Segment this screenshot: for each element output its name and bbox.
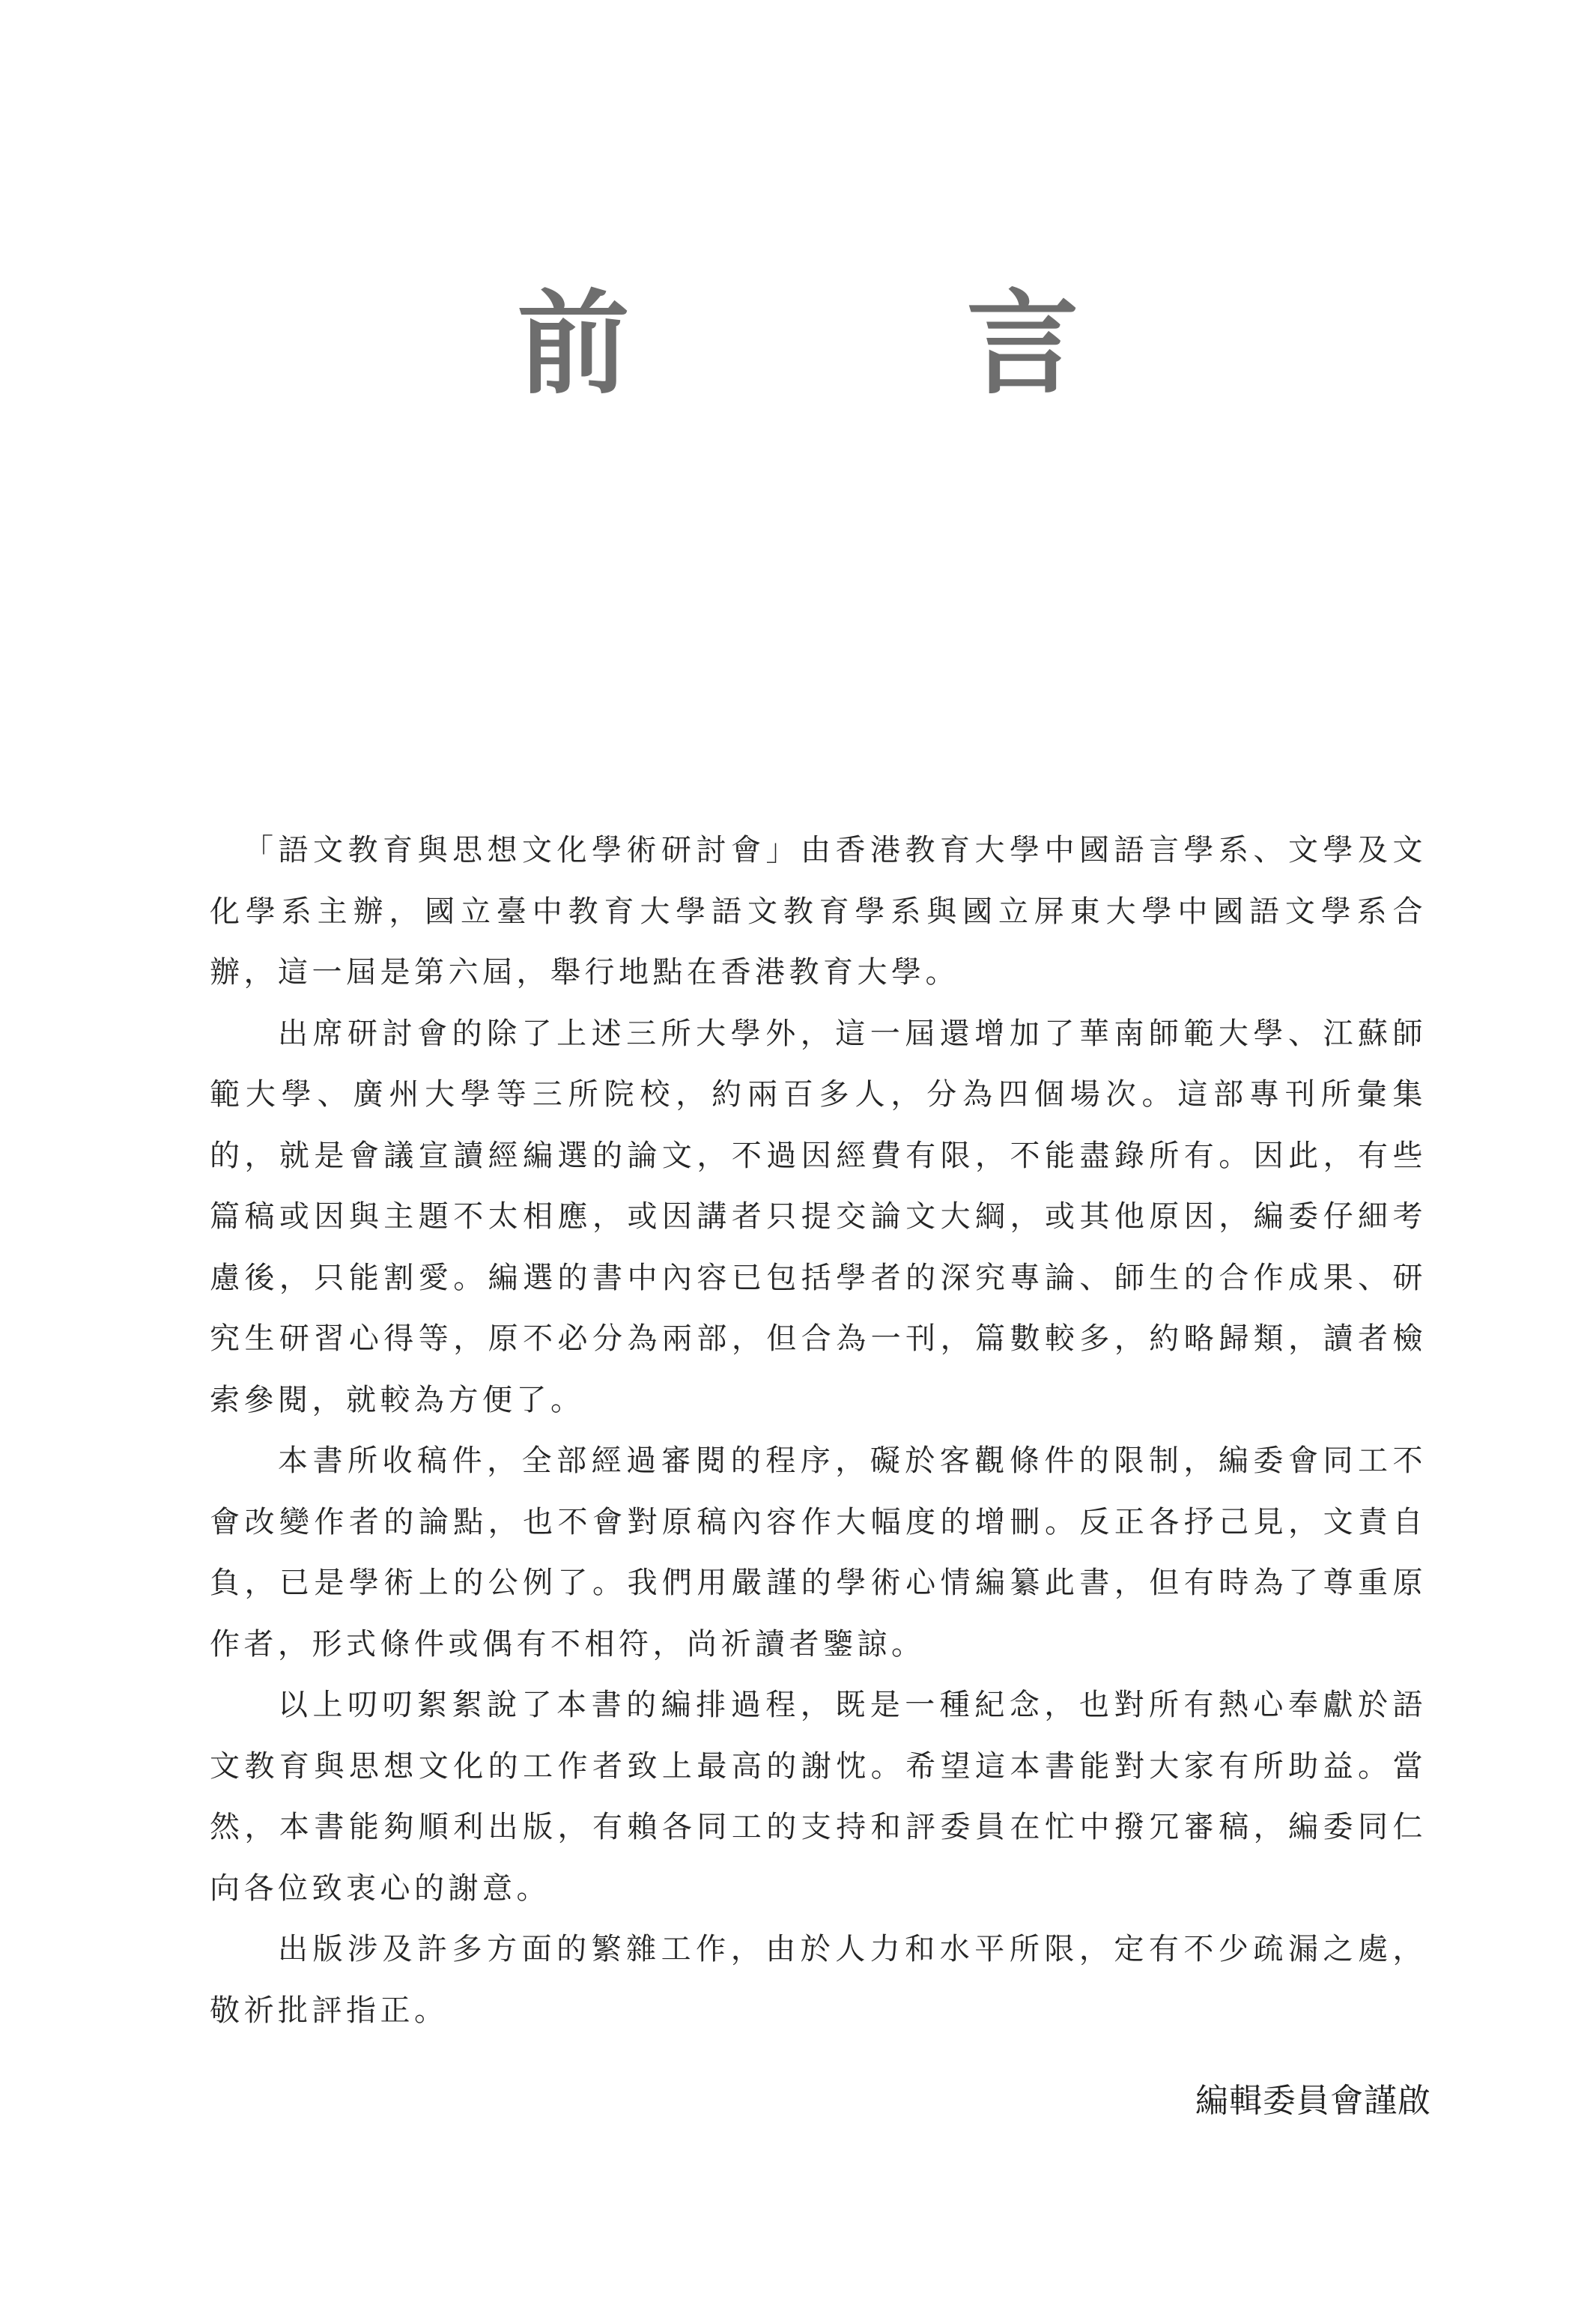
paragraph-4: 以上叨叨絮絮說了本書的編排過程，既是一種紀念，也對所有熱心奉獻於語文教育與思想文化的工作者致上最高的謝忱。希望這本書能對大家有所助益。當然，本書能夠順利出版，有賴各同工的支持和評委員在忙中撥冗審稿，編委同仁向各位致衷心的謝意。 — [210, 1688, 1427, 1906]
signature: 編輯委員會謹啟 — [1195, 2082, 1431, 2120]
preface-body — [210, 820, 1427, 2041]
paragraph-2: 出席研討會的除了上述三所大學外，這一屆還增加了華南師範大學、江蘇師範大學、廣州大學等三所院校，約兩百多人，分為四個場次。這部專刊所彙集的，就是會議宣讀經編選的論文，不過因經費有限，不能盡錄所有。因此，有些篇稿或因與主題不太相應，或因講者只提交論文大綱，或其他原因，編委仔細考慮後，只能割愛。編選的書中內容已包括學者的深究專論、師生的合作成果、研究生研習心得等，原不必分為兩部，但合為一刊，篇數較多，約略歸類，讀者檢索參閱，就較為方便了。 — [210, 1016, 1427, 1417]
paragraph-3: 本書所收稿件，全部經過審閱的程序，礙於客觀條件的限制，編委會同工不會改變作者的論點，也不會對原稿內容作大幅度的增刪。反正各抒己見，文責自負，已是學術上的公例了。我們用嚴謹的學術心情編纂此書，但有時為了尊重原作者，形式條件或偶有不相符，尚祈讀者鑒諒。 — [210, 1444, 1427, 1662]
paragraph-5: 出版涉及許多方面的繁雜工作，由於人力和水平所限，定有不少疏漏之處，敬祈批評指正。 — [210, 1932, 1427, 2028]
page-title: 前 言 — [517, 279, 1192, 410]
paragraph-1: 「語文教育與思想文化學術研討會」由香港教育大學中國語言學系、文學及文化學系主辦，國立臺中教育大學語文教育學系與國立屏東大學中國語文學系合辦，這一屆是第六屆，舉行地點在香港教育大學。 — [210, 833, 1427, 990]
